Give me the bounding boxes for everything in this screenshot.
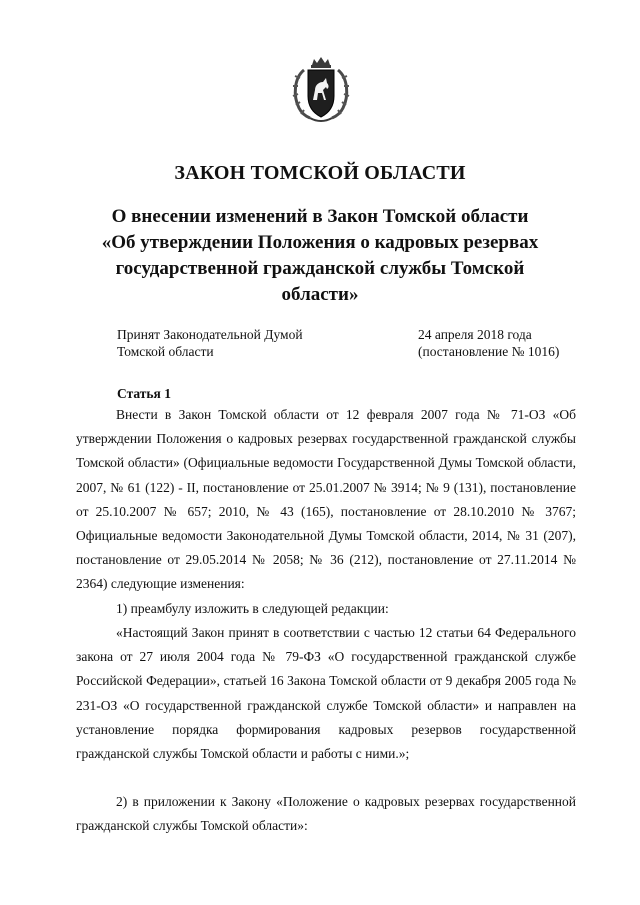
quoted-preamble-text: «Настоящий Закон принят в соответствии с частью 12 статьи 64 Федерального закона от 27 июля 2004 года № 79-ФЗ «О государственной гражданской службе Российской Федерации», статьей 16 Закона Томской области от 9 декабря 2005 года № 231-ОЗ «О государственной гражданской службе Томской области» и направлен на установление порядка формирования кадровых резервов государственной гражданской службы Томской области и работы с ними.»; xyxy=(76,625,576,762)
amendment-item-1-text: 1) преамбулу изложить в следующей редакции: xyxy=(116,601,389,616)
amendment-item-2 xyxy=(76,790,576,838)
adopted-by xyxy=(117,326,303,360)
title-line: государственной гражданской службы Томской xyxy=(115,258,525,279)
adoption-date-line: 24 апреля 2018 года xyxy=(418,327,532,342)
amendment-item-2-text: 2) в приложении к Закону «Положение о кадровых резервах государственной гражданской службы Томской области»: xyxy=(76,794,576,834)
document-title xyxy=(100,204,540,308)
intro-paragraph-text: Внести в Закон Томской области от 12 февраля 2007 года № 71-ОЗ «Об утверждении Положения о кадровых резервах государственной гражданской службы Томской области» (Официальные ведомости Государственной Думы Томской области, 2007, № 61 (122) - II, постановление от 25.01.2007 № 3914; № 9 (131), постановление от 25.10.2007 № 657; 2010, № 43 (165), постановление от 28.10.2010 № 3767; Официальные ведомости Законодательной Думы Томской области, 2014, № 31 (207), постановление от 29.05.2014 № 2058; № 36 (212), постановление от 27.11.2014 № 2364) следующие изменения: xyxy=(76,407,576,592)
quoted-preamble xyxy=(76,621,576,766)
title-line: «Об утверждении Положения о кадровых резервах xyxy=(101,232,539,253)
coat-of-arms-icon xyxy=(290,56,352,124)
article-heading: Статья 1 xyxy=(117,386,171,401)
adopted-by-line: Томской области xyxy=(117,344,214,359)
resolution-number: (постановление № 1016) xyxy=(418,344,560,359)
intro-paragraph xyxy=(76,403,576,597)
title-line: О внесении изменений в Закон Томской области xyxy=(111,206,529,227)
adoption-date xyxy=(418,326,559,360)
title-line: области» xyxy=(281,284,359,305)
document-type-heading: ЗАКОН ТОМСКОЙ ОБЛАСТИ xyxy=(174,162,466,184)
adopted-by-line: Принят Законодательной Думой xyxy=(117,327,303,342)
amendment-item-1 xyxy=(76,597,576,621)
